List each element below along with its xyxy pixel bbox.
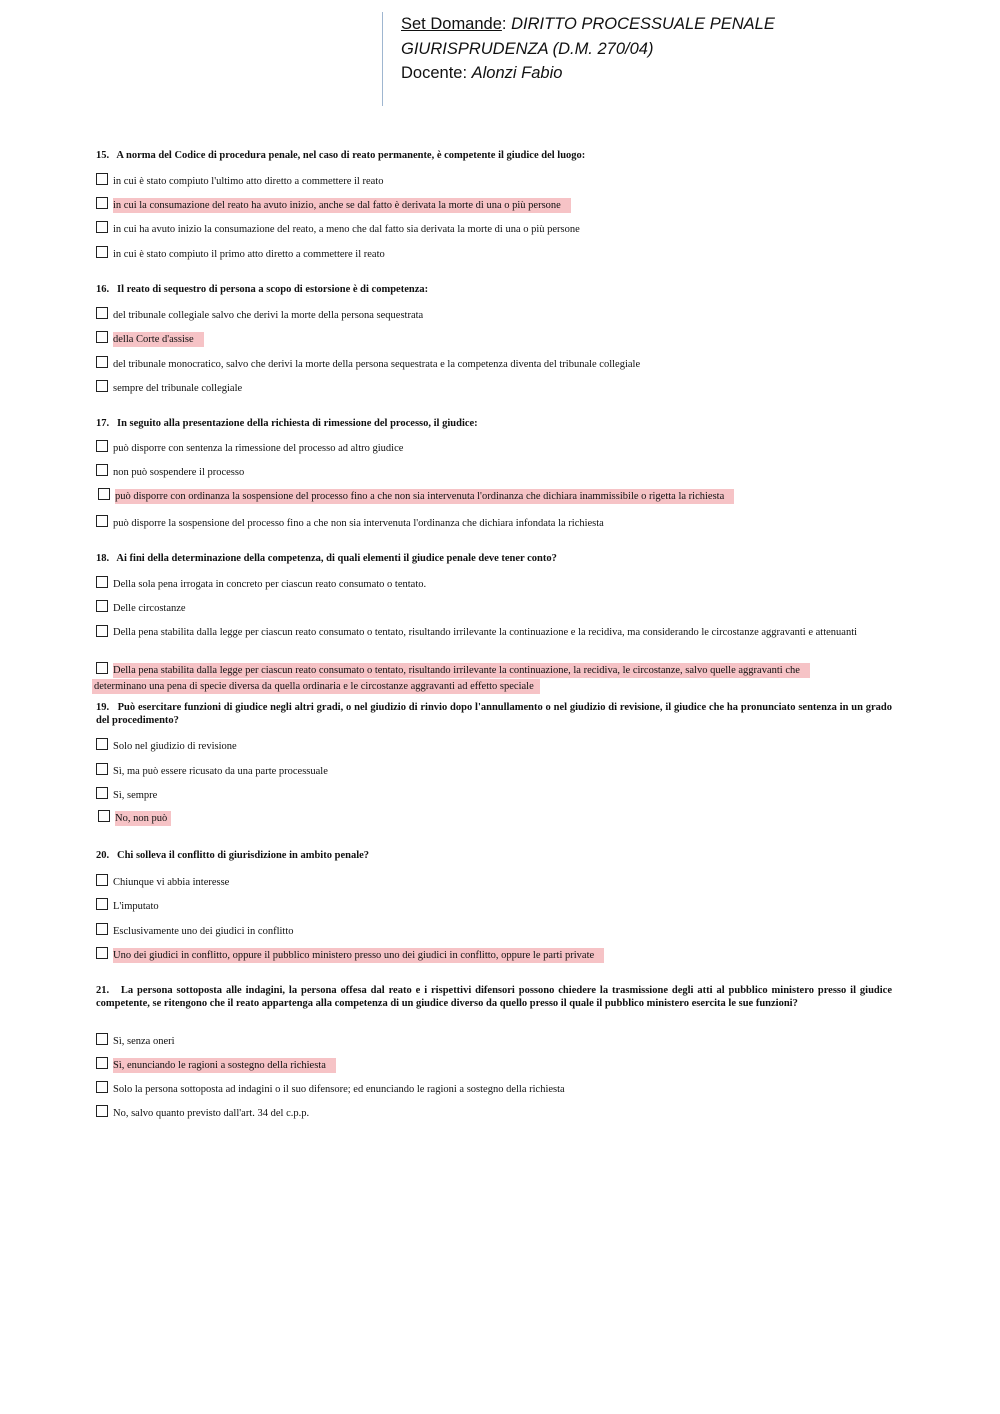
question-text: Chi solleva il conflitto di giurisdizione in ambito penale? — [117, 850, 370, 861]
checkbox[interactable] — [96, 600, 108, 612]
checkbox[interactable] — [96, 1105, 108, 1117]
q20-option-2[interactable]: L'imputato — [96, 899, 169, 914]
question-18-title — [96, 552, 892, 565]
q21-option-4[interactable]: No, salvo quanto previsto dall'art. 34 del c.p.p. — [96, 1106, 319, 1121]
set-label: Set Domande — [401, 15, 502, 33]
checkbox[interactable] — [96, 440, 108, 452]
docente-name: Alonzi Fabio — [471, 64, 563, 82]
question-number: 18. — [96, 553, 110, 564]
question-17-title — [96, 417, 892, 430]
question-number: 19. — [96, 702, 110, 713]
checkbox[interactable] — [96, 380, 108, 392]
q21-option-3[interactable]: Solo la persona sottoposta ad indagini o il suo difensore; ed enunciando le ragioni a sostegno della richiesta — [96, 1082, 575, 1097]
q16-option-1[interactable]: del tribunale collegiale salvo che derivi la morte della persona sequestrata — [96, 308, 433, 323]
q19-option-1[interactable]: Solo nel giudizio di revisione — [96, 739, 247, 754]
q15-option-3[interactable]: in cui ha avuto inizio la consumazione del reato, a meno che dal fatto sia derivata la morte di una o più persone — [96, 222, 590, 237]
q15-option-1[interactable]: in cui è stato compiuto l'ultimo atto diretto a commettere il reato — [96, 174, 393, 189]
question-text: In seguito alla presentazione della richiesta di rimessione del processo, il giudice: — [117, 418, 478, 429]
checkbox[interactable] — [96, 1081, 108, 1093]
question-number: 20. — [96, 850, 110, 861]
q21-option-2[interactable]: Sì, enunciando le ragioni a sostegno della richiesta — [96, 1058, 336, 1073]
q16-option-4[interactable]: sempre del tribunale collegiale — [96, 381, 252, 396]
question-number: 16. — [96, 284, 110, 295]
checkbox[interactable] — [96, 576, 108, 588]
question-19-title — [96, 701, 892, 727]
checkbox[interactable] — [96, 307, 108, 319]
q16-option-3[interactable]: del tribunale monocratico, salvo che derivi la morte della persona sequestrata e la competenza diventa del tribunale collegiale — [96, 357, 650, 372]
document-header — [382, 12, 775, 106]
q18-option-4-line2: determinano una pena di specie diversa da quella ordinaria e le circostanze aggravanti ad effetto speciale — [92, 679, 540, 694]
q20-option-1[interactable]: Chiunque vi abbia interesse — [96, 875, 239, 890]
question-text: Può esercitare funzioni di giudice negli altri gradi, o nel giudizio di rinvio dopo l'annullamento o nel giudizio di revisione, il giudice che ha pronunciato sentenza in un grado del procedimento? — [96, 702, 892, 726]
header-subject-line1: Set Domande: DIRITTO PROCESSUALE PENALE — [401, 15, 775, 33]
q19-option-2[interactable]: Sì, ma può essere ricusato da una parte processuale — [96, 764, 338, 779]
q16-option-2[interactable]: della Corte d'assise — [96, 332, 204, 347]
checkbox[interactable] — [96, 246, 108, 258]
checkbox[interactable] — [96, 331, 108, 343]
q17-option-2[interactable]: non può sospendere il processo — [96, 465, 254, 480]
question-20-title — [96, 849, 892, 862]
checkbox[interactable] — [96, 1033, 108, 1045]
subject-line2: GIURISPRUDENZA (D.M. 270/04) — [401, 39, 654, 58]
header-subject-line2 — [401, 37, 775, 62]
header-docente — [401, 61, 775, 86]
q18-option-4[interactable]: Della pena stabilita dalla legge per ciascun reato consumato o tentato, risultando irrilevante la continuazione, la recidiva, le circostanze, salvo quelle aggravanti che — [96, 663, 810, 678]
q15-option-4[interactable]: in cui è stato compiuto il primo atto diretto a commettere il reato — [96, 247, 395, 262]
question-16-title — [96, 283, 892, 296]
question-text: Ai fini della determinazione della competenza, di quali elementi il giudice penale deve tener conto? — [116, 553, 557, 564]
checkbox[interactable] — [96, 898, 108, 910]
q15-option-2[interactable]: in cui la consumazione del reato ha avuto inizio, anche se dal fatto è derivata la morte di una o più persone — [96, 198, 571, 213]
docente-label: Docente: — [401, 64, 468, 82]
q18-option-1[interactable]: Della sola pena irrogata in concreto per ciascun reato consumato o tentato. — [96, 577, 436, 592]
question-text: La persona sottoposta alle indagini, la persona offesa dal reato e i rispettivi difensori possono chiedere la trasmissione degli atti al pubblico ministero presso il giudice competente, se ritengono che il reato appartenga alla competenza di un giudice diverso da quello presso il quale il pubblico ministero esercita le sue funzioni? — [96, 985, 892, 1009]
checkbox[interactable] — [96, 221, 108, 233]
checkbox[interactable] — [98, 488, 110, 500]
q18-option-3[interactable]: Della pena stabilita dalla legge per ciascun reato consumato o tentato, risultando irrilevante la continuazione e la recidiva, ma considerando le circostanze aggravanti e attenuanti — [96, 626, 876, 639]
checkbox[interactable] — [96, 197, 108, 209]
question-number: 15. — [96, 150, 110, 161]
checkbox[interactable] — [96, 763, 108, 775]
checkbox[interactable] — [96, 173, 108, 185]
checkbox[interactable] — [96, 515, 108, 527]
checkbox[interactable] — [96, 787, 108, 799]
checkbox[interactable] — [96, 874, 108, 886]
checkbox[interactable] — [96, 738, 108, 750]
checkbox[interactable] — [96, 1057, 108, 1069]
checkbox[interactable] — [96, 923, 108, 935]
checkbox[interactable] — [96, 464, 108, 476]
question-15-title — [96, 149, 892, 162]
checkbox[interactable] — [96, 947, 108, 959]
q21-option-1[interactable]: Sì, senza oneri — [96, 1034, 185, 1049]
q20-option-3[interactable]: Esclusivamente uno dei giudici in conflitto — [96, 924, 304, 939]
q20-option-4[interactable]: Uno dei giudici in conflitto, oppure il pubblico ministero presso uno dei giudici in conflitto, oppure le parti private — [96, 948, 604, 963]
question-21-title — [96, 984, 892, 1010]
checkbox[interactable] — [96, 625, 108, 637]
q17-option-4[interactable]: può disporre la sospensione del processo fino a che non sia intervenuta l'ordinanza che dichiara infondata la richiesta — [96, 516, 614, 531]
question-text: A norma del Codice di procedura penale, nel caso di reato permanente, è competente il giudice del luogo: — [116, 150, 586, 161]
subject-line1: DIRITTO PROCESSUALE PENALE — [511, 15, 775, 33]
checkbox[interactable] — [96, 356, 108, 368]
q18-option-2[interactable]: Delle circostanze — [96, 601, 196, 616]
q17-option-3[interactable]: può disporre con ordinanza la sospensione del processo fino a che non sia intervenuta l'ordinanza che dichiara inammissibile o rigetta la richiesta — [98, 489, 734, 504]
q19-option-3[interactable]: Sì, sempre — [96, 788, 167, 803]
checkbox[interactable] — [96, 662, 108, 674]
question-text: Il reato di sequestro di persona a scopo di estorsione è di competenza: — [117, 284, 429, 295]
q17-option-1[interactable]: può disporre con sentenza la rimessione del processo ad altro giudice — [96, 441, 413, 456]
question-number: 21. — [96, 985, 110, 996]
question-number: 17. — [96, 418, 110, 429]
checkbox[interactable] — [98, 810, 110, 822]
q19-option-4[interactable]: No, non può — [98, 811, 171, 826]
